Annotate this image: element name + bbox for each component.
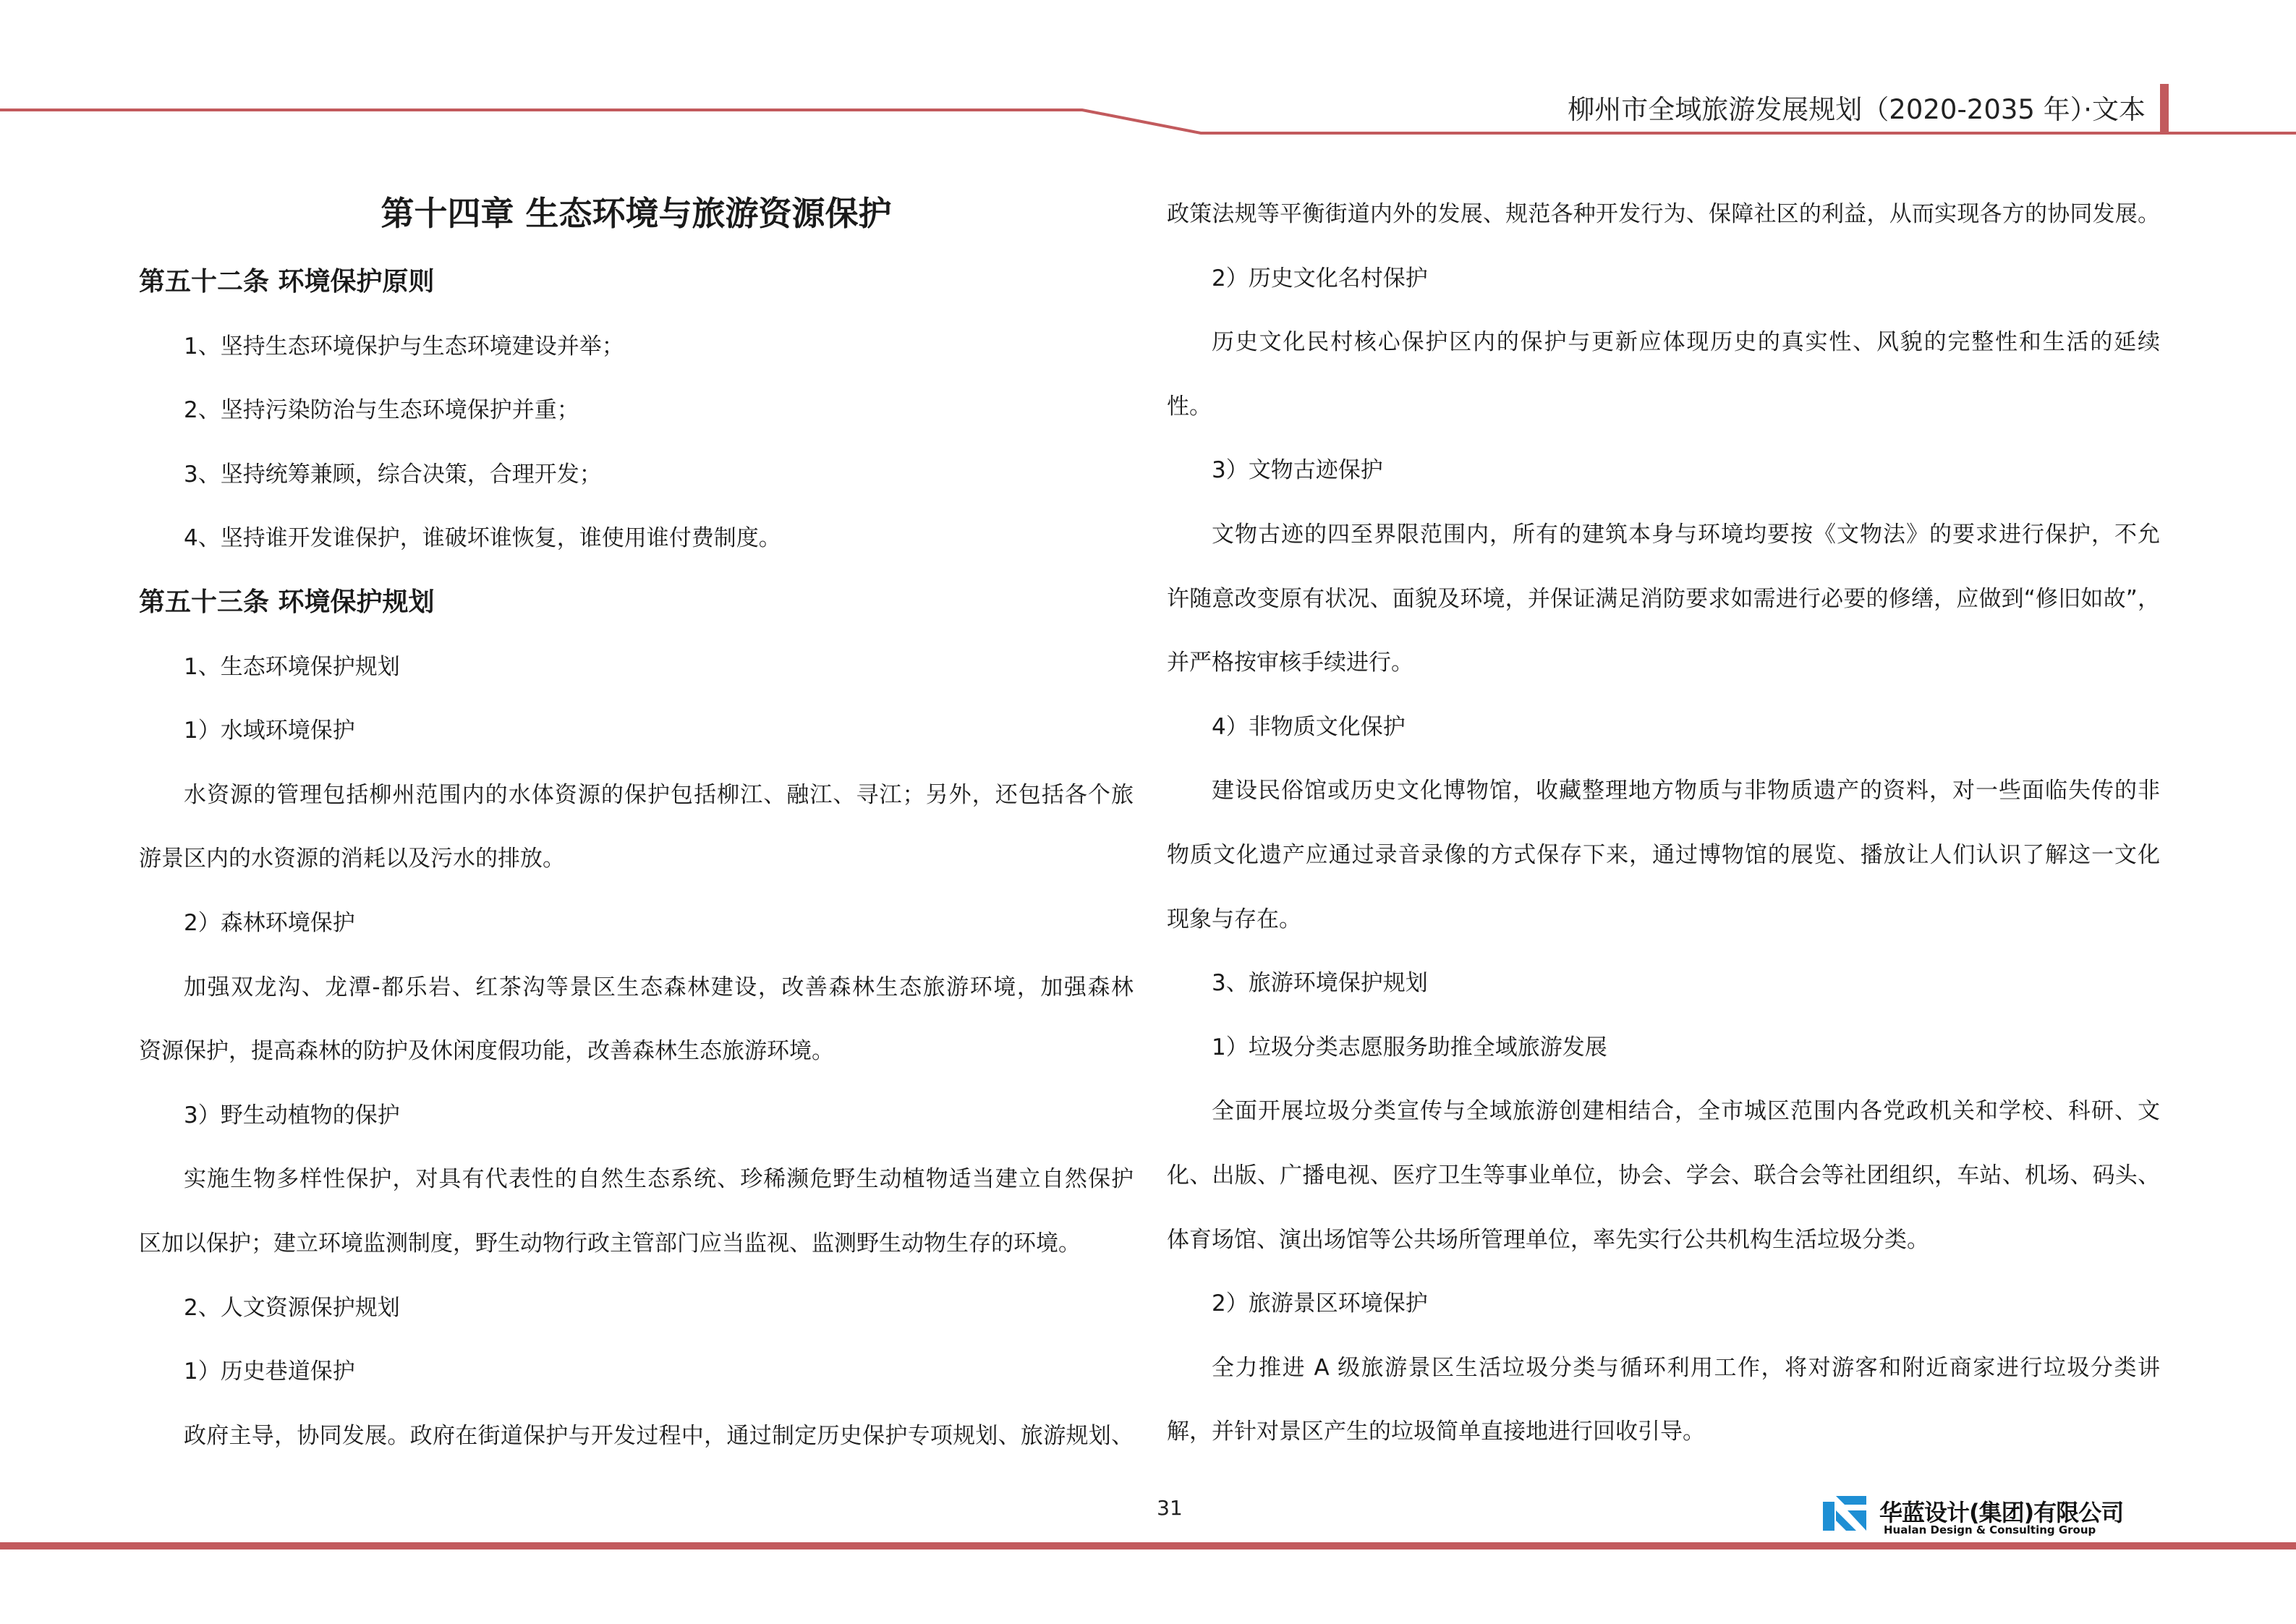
list-item: 3、坚持统筹兼顾，综合决策，合理开发；: [184, 461, 602, 488]
paragraph-line: 实施生物多样性保护，对具有代表性的自然生态系统、珍稀濒危野生动植物适当建立自然保护: [184, 1166, 1134, 1193]
paragraph-line: 并严格按审核手续进行。: [1167, 650, 1413, 676]
paragraph-line: 体育场馆、演出场馆等公共场所管理单位，率先实行公共机构生活垃圾分类。: [1167, 1226, 1929, 1253]
paragraph-line: 历史文化民村核心保护区内的保护与更新应体现历史的真实性、风貌的完整性和生活的延续: [1212, 329, 2160, 356]
paragraph-line: 许随意改变原有状况、面貌及环境，并保证满足消防要求如需进行必要的修缮，应做到“修旧如故”，: [1167, 585, 2160, 612]
subsection-heading: 1）历史巷道保护: [184, 1359, 355, 1385]
subsection-heading: 2）森林环境保护: [184, 909, 355, 936]
section-heading: 1、生态环境保护规划: [184, 653, 400, 680]
list-item: 2、坚持污染防治与生态环境保护并重；: [184, 397, 579, 424]
paragraph-line: 政策法规等平衡街道内外的发展、规范各种开发行为、保障社区的利益，从而实现各方的协同发展。: [1167, 201, 2160, 227]
list-item: 1、坚持生态环境保护与生态环境建设并举；: [184, 333, 624, 360]
subsection-heading: 2）历史文化名村保护: [1212, 265, 1428, 292]
paragraph-line: 文物古迹的四至界限范围内，所有的建筑本身与环境均要按《文物法》的要求进行保护，不允: [1212, 521, 2160, 548]
paragraph-line: 加强双龙沟、龙潭-都乐岩、红茶沟等景区生态森林建设，改善森林生态旅游环境，加强森林: [184, 974, 1134, 1000]
subsection-heading: 1）水域环境保护: [184, 718, 355, 744]
subsection-heading: 2）旅游景区环境保护: [1212, 1291, 1428, 1317]
paragraph-line: 建设民俗馆或历史文化博物馆，收藏整理地方物质与非物质遗产的资料，对一些面临失传的非: [1212, 778, 2160, 804]
paragraph-line: 性。: [1167, 393, 1212, 420]
page-number: 31: [1157, 1496, 1183, 1520]
company-logo: [1823, 1495, 2124, 1538]
section-heading: 2、人文资源保护规划: [184, 1294, 400, 1321]
chapter-title: 第十四章 生态环境与旅游资源保护: [380, 194, 892, 233]
subsection-heading: 3）文物古迹保护: [1212, 457, 1383, 484]
paragraph-line: 水资源的管理包括柳州范围内的水体资源的保护包括柳江、融江、寻江；另外，还包括各个旅: [184, 781, 1134, 808]
article-heading: 第五十三条 环境保护规划: [139, 587, 435, 617]
hualan-logo-icon: [1823, 1495, 1868, 1534]
header-accent-bar: [2160, 84, 2169, 132]
company-name-en: Hualan Design & Consulting Group: [1884, 1523, 2096, 1536]
paragraph-line: 游景区内的水资源的消耗以及污水的排放。: [139, 846, 565, 872]
paragraph-line: 资源保护，提高森林的防护及休闲度假功能，改善森林生态旅游环境。: [139, 1038, 834, 1065]
article-heading: 第五十二条 环境保护原则: [139, 267, 435, 297]
paragraph-line: 解，并针对景区产生的垃圾简单直接地进行回收引导。: [1167, 1419, 1705, 1445]
document-header-title: 柳州市全域旅游发展规划（2020-2035 年）·文本: [1568, 94, 2146, 125]
paragraph-line: 化、出版、广播电视、医疗卫生等事业单位，协会、学会、联合会等社团组织，车站、机场、码头、: [1167, 1162, 2160, 1189]
footer-rule-line: [0, 1542, 2296, 1549]
subsection-heading: 3）野生动植物的保护: [184, 1102, 400, 1128]
subsection-heading: 1）垃圾分类志愿服务助推全域旅游发展: [1212, 1034, 1607, 1060]
paragraph-line: 现象与存在。: [1167, 906, 1301, 932]
paragraph-line: 物质文化遗产应通过录音录像的方式保存下来，通过博物馆的展览、播放让人们认识了解这一文化: [1167, 841, 2160, 868]
paragraph-line: 全面开展垃圾分类宣传与全域旅游创建相结合，全市城区范围内各党政机关和学校、科研、文: [1212, 1098, 2160, 1125]
right-column: [1167, 182, 2160, 1464]
subsection-heading: 4）非物质文化保护: [1212, 713, 1406, 740]
left-column: [139, 182, 1134, 1468]
paragraph-line: 政府主导，协同发展。政府在街道保护与开发过程中，通过制定历史保护专项规划、旅游规划、: [184, 1422, 1134, 1449]
section-heading: 3、旅游环境保护规划: [1212, 970, 1428, 997]
paragraph-line: 全力推进 A 级旅游景区生活垃圾分类与循环利用工作，将对游客和附近商家进行垃圾分类讲: [1212, 1354, 2160, 1381]
paragraph-line: 区加以保护；建立环境监测制度，野生动物行政主管部门应当监视、监测野生动物生存的环境。: [139, 1230, 1081, 1257]
company-name-cn: 华蓝设计(集团)有限公司: [1879, 1499, 2124, 1526]
list-item: 4、坚持谁开发谁保护，谁破坏谁恢复，谁使用谁付费制度。: [184, 525, 781, 552]
